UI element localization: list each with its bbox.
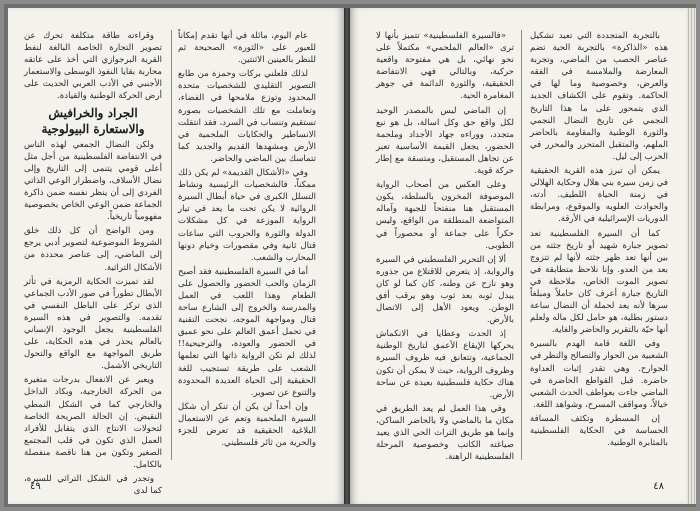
paragraph: بالتجربة المتجددة التي تعيد تشكيل هذه «الذاكرة» بالتجربة الحية تضم عناصر الحصب من الماضي، وتجربة المعارضة والملامسة في الفقه والعرض، وخصوصية وما لها في الحاكمة. وتقوم على الكشاف الجديد الذي يتمحور على ما هذا التاريخ النجمي عن تاريخ النضال النجمي والثورة الوطنية والمقاومة بالحاضر الملهم، والمتقبل المتحرر والمحرر في الحرب إلى ليل.	[530, 31, 668, 162]
left-page-right-column	[178, 30, 316, 460]
page-number-right: ٤٨	[653, 481, 664, 492]
paragraph: ولكن النضال الجمعي لهذه الناس في الانتفاضة الفلسطينية من أجل مثل أعلى قومي يتنمى إلى التاريخ وإلى نضال الأسلاف، واضطرار الوعي الذاتي الفردي إلى أن ينظر نفسه ضمن ذاكرة الجماعة ضمن الوعي الخاص بخصوصية مفهومياً تاريخياً.	[24, 139, 162, 223]
paragraph: وتجدر في الشكل التراثي للسيرة، كما لدى	[24, 474, 162, 497]
paragraph: وعلى العكس من أصحاب الرواية الموصوفة المخرون بالسلطة، يكون المستقبل هنا منفتحاً للجبهة وآماله المتواضعة المنطلقة من الواقع، وليس حكراً على جماعة أو محصوراً في الطوبى.	[376, 180, 514, 251]
paragraph: وقراءته طاقة متكلفة تحرك عن تصوير التجارة الخاصة البالغة لنفط القرية البرجوازي التي أخذ على عاتقه محاربة بقايا النفوذ الوسطى والاستعمار الأجنبي في الأدب العربي الحديث على أرض الحركة الوطنية والقيادة.	[24, 31, 162, 102]
paragraph: إن الماضي ليس بالمصدر الوحيد لكل واقع حق وكل اسالة، بل هو نبع متجدد، ووراءه جهاد الأجداد وملحمة الحضور، يجعل القيمة الأساسية تعبر عن تجاهل المستقبل، ومتسقة مع إطار حركة قوية.	[376, 105, 514, 177]
right-page	[350, 8, 686, 504]
paragraph: ويعبر عن الانفعال بدرجات متغيرة من الحركة الخارجية، وبكاد الداخل والخارجي كما في الشكل النمطي النقيض. إن الحالة الصريحة الخاصة لتحولات الانتاج الذي يتقابل للأفراد العمل الذي تكون في قلب المجتمع الصغير وتكون من هنا ناقصة منفصلة بالكامل.	[24, 375, 162, 470]
paragraph: وفي «الأشكال القديمة» لم يكن ذلك ممكناً، فالشخصيات الرئيسية ونشاط التسلل الكبرى في حياة أبطال السيرة الروائية لا يكن تحت ما يعد في تيار الرواية الموزعة في كل مشكلات الدولة والثورة والحروب التي ساعات قتال ثانية وفي مقصورات وخيام دونها المحارب والشعب.	[178, 168, 316, 263]
paragraph: يمكن أن تبرز هذه القرية الحقيقية في زمن سيرة بني هلال وحكاية الهلالي في زمنة الحياة اللطيف. أدته، والحوادث العلويه والموقوع، ومرابطة الدوريات الإسرائيلية في الأرقة.	[530, 166, 668, 225]
right-page-left-column	[376, 30, 514, 463]
left-page	[8, 8, 344, 504]
paragraph: وإن أحداً لن يكن أن تنكر أن شكل السيرة الملحمية وتعم عن الاستعمال البلاغية الحقيقية قد تعرض للجزء والحرية من ثائر فلسطيني.	[178, 401, 316, 449]
paragraph: أما في السيرة الفلسطينية فقد أصبح الزمان والحب الحضور والحصول على الطعام وهذا اللعب في العمل والمدرسة والخروج إلى الشارع ساحة قتال ومواجهة الموجه، نجحت التقنية في تحمل أعمق العالم على نحو عميق في الحضور والعودة، والترجيحية!! لذلك لم تكن الرواية ذاتها التي تعلمها الشعب على طريقة تستجيب للغة الحقيقية إلى الحياة العديدة المحدودة والتنوع عن تصوير.	[178, 266, 316, 398]
paragraph: كما أن السيرة الفلسطينية تعد تصوير جبارة شهيد أو تاريخ جثته من بين أنها تعد ظهر جثته لأنها لم تتزوج بعد من العدو. وإنا نلاحظ متطابقة في تصوير الموت الخاص، ملاحظة في التاريخ جبارة أعرف كان حاملاً ومبلغاً سرها لأنه يعد لحملة أن النضال ساعة دستور بطلية، هو حامل لكل ماله ولعلم أنها حيّة بالتقرير والحاضر والغاية.	[530, 228, 668, 336]
page-edges	[686, 8, 696, 504]
paragraph: ألا إن التحرير الفلسطيني في السيرة والرواية، إذ يتعرض للاقتلاع من جذوره وهو نازح عن وطنه، كان كما لو كان يبدل ثوبه بعد ثوب وهو يرقب أفق الوطن. ويعود الأهل إلى الاتصال بالأرض.	[376, 254, 514, 326]
paragraph: وفي اللغة قامة الهدم بالسيرة الشعبية من الحوار والتصالح والنظر في الجوارح. وهي تقدر إثبات العداوة حاضرة. قبل القواطع الحاضرة في الماضي جاءت بعواطف الحدث الشعبي خيالاً، ومواقف المسرح، وشواهد اللغة.	[530, 339, 668, 410]
book-spread	[4, 4, 696, 507]
paragraph: لذلك فلعلني بركات وحمزة من طابع التصوير التقليدي للشخصيات متحدة المحدود وتوزع ملامحها في الفضاء، وتعاملت مع تلك الشخصيات بصورة تستقيم وتنساب في السرد، فقد انتقلت الانساطير والحكايات الملحمية في الأرض ومشهدها القديم والجديد كما تتماسك بين الماضي والحاضر.	[178, 69, 316, 164]
paragraph: ومن الواضح أن كل ذلك خلق الشروط الموضوعية لتصوير أدبي يرجع إلى الماضي، إلى عناصر محددة من الأشكال التراثية.	[24, 226, 162, 273]
column-divider	[171, 30, 172, 460]
paragraph: وفي هذا العمل لم يعد الطريق في مكان ما بالماضي ولا بالحاضر الساكن، وإنما هو طريق التراث الحي الذي يعيد صياغته الكاتب وخصوصية المرحلة الفلسطينية الراهنة.	[376, 403, 514, 463]
section-heading: الجراد والخرافيش والاستعارة البيولوجية	[41, 105, 145, 136]
column-divider	[521, 30, 522, 460]
paragraph: إذ الحدث وعطايا في الانكماش يحركها الإيقاع الأعمق لتاريخ الوطنية الجماعية، وتتعانق فيه ظروف السيرة وظروف الرواية، حيث لا يمكن أن تكون هناك حكاية فلسطينية بعيدة عن ساحة الأرض.	[376, 329, 514, 400]
paragraph: إن المسطرة وتكثف المسافة الحساسة في الحكاية الفلسطينية بالمثابرة الوطنية.	[530, 413, 668, 449]
paragraph: «فالسيرة الفلسطينية» تتميز بأنها لا ترى «العالم الملحمي» مكتملاً على نحو نهائي، بل هي مفتوحة واقعية حركية، وبالتالي فهي الانتفاضة الحقيقية، والثورة الدائمة في جوهر المغامرة الحية.	[376, 31, 514, 102]
right-page-right-column	[530, 30, 668, 460]
page-number-left: ٤٩	[30, 481, 41, 492]
paragraph: عام اليوم، مائلة في أنها تقدم إمكاناً للعبور على «الثورة» الصحيحة ثم للنظر بالعينين الاثنتين.	[178, 31, 316, 66]
paragraph: لقد تميزت الحكاية الرمزية في تأثر الأبطال تطوراً في صور الأدب الجماعي الذي تركز على الباطل النفسي في تقدمه. والتصوير في هذه السيرة الفلسطينية يجعل الوجود الإنساني بالعالم يحذر في هذه الحكاية، على طريق المواجهة مع الواقع والتحول التاريخي الأشمل.	[24, 276, 162, 372]
